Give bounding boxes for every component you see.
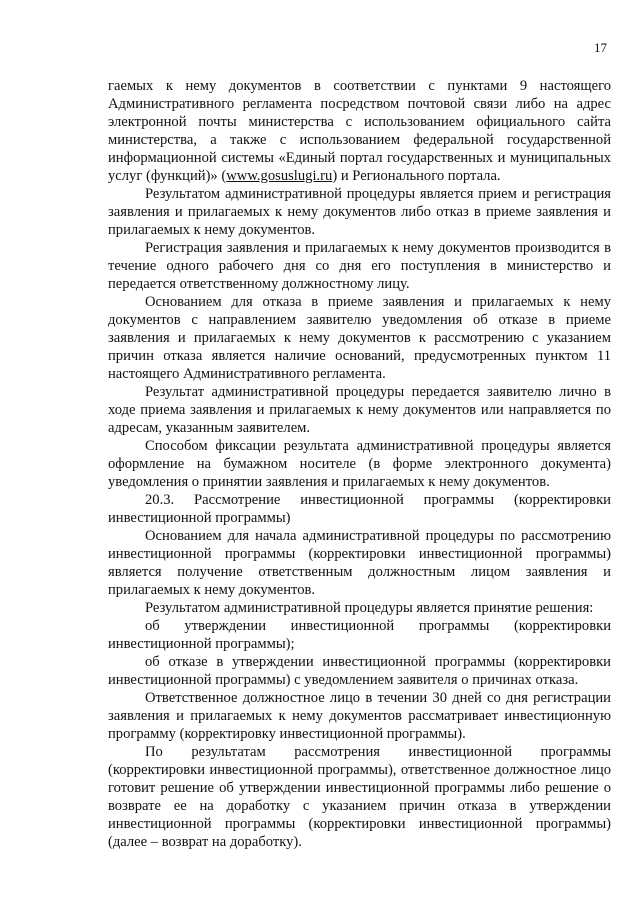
paragraph: Результатом административной процедуры является прием и регистрация заявления и прилагаемых к нему документов либо отказ в приеме заявления и прилагаемых к нему документов. [108, 186, 611, 238]
list-item: об отказе в утверждении инвестиционной программы (корректировки инвестиционной программы) с уведомлением заявителя о причинах отказа. [108, 654, 611, 688]
paragraph: Результат административной процедуры передается заявителю лично в ходе приема заявления и прилагаемых к нему документов или направляется по адресам, указанным заявителем. [108, 384, 611, 436]
paragraph: Основанием для начала административной процедуры по рассмотрению инвестиционной программы (корректировки инвестиционной программы) является получение ответственным должностным лицом заявления и прилагаемых к нему документов. [108, 528, 611, 598]
paragraph: Регистрация заявления и прилагаемых к нему документов производится в течение одного рабочего дня со дня его поступления в министерство и передается ответственному должностному лицу. [108, 240, 611, 292]
paragraph: Основанием для отказа в приеме заявления и прилагаемых к нему документов с направлением заявителю уведомления об отказе в приеме заявления и прилагаемых к нему документов к рассмотрению с указанием причин отказа является наличие оснований, предусмотренных пунктом 11 настоящего Административного регламента. [108, 294, 611, 382]
document-body [108, 77, 611, 851]
paragraph-text: ) и Регионального портала. [332, 168, 501, 184]
paragraph: Ответственное должностное лицо в течении 30 дней со дня регистрации заявления и прилагаемых к нему документов рассматривает инвестиционную программу (корректировку инвестиционной программы). [108, 690, 611, 742]
paragraph-continuation [108, 77, 611, 185]
paragraph: По результатам рассмотрения инвестиционной программы (корректировки инвестиционной программы), ответственное должностное лицо готовит решение об утверждении инвестиционной программы либо решение о возврате ее на доработку с указанием причин отказа в утверждении инвестиционной программы (корректировки инвестиционной программы) (далее – возврат на доработку). [108, 744, 611, 850]
section-heading: 20.3. Рассмотрение инвестиционной программы (корректировки инвестиционной программы) [108, 492, 611, 526]
gosuslugi-link[interactable]: www.gosuslugi.ru [226, 168, 333, 184]
paragraph: Способом фиксации результата административной процедуры является оформление на бумажном носителе (в форме электронного документа) уведомления о принятии заявления и прилагаемых к нему документов. [108, 438, 611, 490]
page-number: 17 [594, 40, 607, 55]
paragraph: Результатом административной процедуры является принятие решения: [145, 600, 594, 616]
paragraph-text: гаемых к нему документов в соответствии с пунктами 9 настоящего Административного регламента посредством почтовой связи либо на адрес электронной почты министерства с использованием официального сайта министерства, а также с использованием федеральной государственной информационной системы «Единый портал государственных и муниципальных услуг (функций)» ( [108, 78, 611, 184]
list-item: об утверждении инвестиционной программы (корректировки инвестиционной программы); [108, 618, 611, 652]
